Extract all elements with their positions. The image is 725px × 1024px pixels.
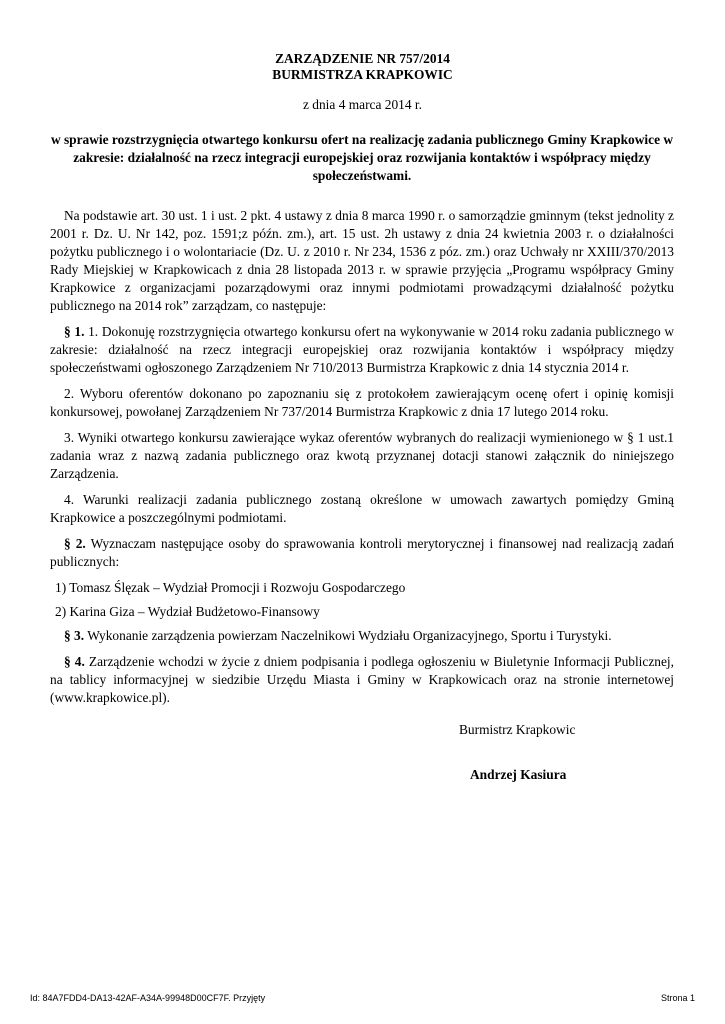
paragraph-1-point-4: 4. Warunki realizacji zadania publicznego zostaną określone w umowach zawartych pomiędzy Gminą Krapkowice a poszczególnymi podmiotami. <box>50 492 674 525</box>
document-subject: w sprawie rozstrzygnięcia otwartego konkursu ofert na realizację zadania publicznego Gminy Krapkowice w zakresie: działalność na rzecz integracji europejskiej oraz rozwijania kontaktów i współpracy między społeczeństwami. <box>50 132 674 183</box>
paragraph-1-point-2: 2. Wyboru oferentów dokonano po zapoznaniu się z protokołem zawierającym ocenę ofert i opinię komisji konkursowej, powołanej Zarządzeniem Nr 737/2014 Burmistrza Krapkowic z dnia 17 lutego 2014 roku. <box>50 386 674 419</box>
footer-page-number: Strona 1 <box>660 993 695 1003</box>
signature-role: Burmistrz Krapkowic <box>459 722 576 737</box>
section-mark: § 3. <box>64 628 85 643</box>
paragraph-text: Zarządzenie wchodzi w życie z dniem podpisania i podlega ogłoszeniu w Biuletynie Informacji Publicznej, na tablicy informacyjnej w siedzibie Urzędu Miasta i Gminy w Krapkowicach oraz na stronie internetowej (www.krapkowice.pl). <box>50 654 674 705</box>
document-issuer: BURMISTRZA KRAPKOWIC <box>272 67 453 82</box>
document-body <box>50 207 674 715</box>
paragraph-3 <box>50 627 674 645</box>
document-date: z dnia 4 marca 2014 r. <box>303 97 422 112</box>
paragraph-4 <box>50 653 674 707</box>
paragraph-text: 1. Dokonuję rozstrzygnięcia otwartego konkursu ofert na wykonywanie w 2014 roku zadania publicznego w zakresie: działalność na rzecz integracji europejskiej oraz rozwijania kontaktów i współpracy między społeczeństwami ogłoszonego Zarządzeniem Nr 710/2013 Burmistrza Krapkowic z dnia 14 stycznia 2014 r. <box>50 324 674 375</box>
preamble: Na podstawie art. 30 ust. 1 i ust. 2 pkt. 4 ustawy z dnia 8 marca 1990 r. o samorządzie gminnym (tekst jednolity z 2001 r. Dz. U. Nr 142, poz. 1591;z późn. zm.), art. 15 ust. 2h ustawy z dnia 24 kwietnia 2003 r. o działalności pożytku publicznego i o wolontariacie (Dz. U. z 2010 r. Nr 234, 1536 z póz. zm.) oraz Uchwały nr XXIII/370/2013 Rady Miejskiej w Krapkowicach z dnia 28 listopada 2013 r. w sprawie przyjęcia „Programu współpracy Gminy Krapkowice z organizacjami pozarządowymi oraz innymi podmiotami prowadzącymi działalność pożytku publicznego na 2014 rok” zarządzam, co następuje: <box>50 208 674 313</box>
paragraph-text: Wykonanie zarządzenia powierzam Naczelnikowi Wydziału Organizacyjnego, Sportu i Turystyki. <box>84 628 612 643</box>
paragraph-2 <box>50 535 674 571</box>
section-mark: § 2. <box>64 536 86 551</box>
signature-name: Andrzej Kasiura <box>470 767 567 782</box>
list-item-person-2: 2) Karina Giza – Wydział Budżetowo-Finansowy <box>55 604 320 619</box>
footer-document-id: Id: 84A7FDD4-DA13-42AF-A34A-99948D00CF7F. Przyjęty <box>30 993 266 1003</box>
paragraph-text: Wyznaczam następujące osoby do sprawowania kontroli merytorycznej i finansowej nad realizacją zadań publicznych: <box>50 536 674 569</box>
document-title: ZARZĄDZENIE NR 757/2014 <box>275 51 450 66</box>
section-mark: § 1. <box>64 324 85 339</box>
list-item-person-1: 1) Tomasz Ślęzak – Wydział Promocji i Rozwoju Gospodarczego <box>55 580 406 595</box>
paragraph-1-point-3: 3. Wyniki otwartego konkursu zawierające wykaz oferentów wybranych do realizacji wymienionego w § 1 ust.1 zadania wraz z nazwą zadania publicznego oraz kwotą przyznanej dotacji stanowi załącznik do niniejszego Zarządzenia. <box>50 430 674 481</box>
paragraph-1-point-1 <box>50 323 674 377</box>
section-mark: § 4. <box>64 654 85 669</box>
